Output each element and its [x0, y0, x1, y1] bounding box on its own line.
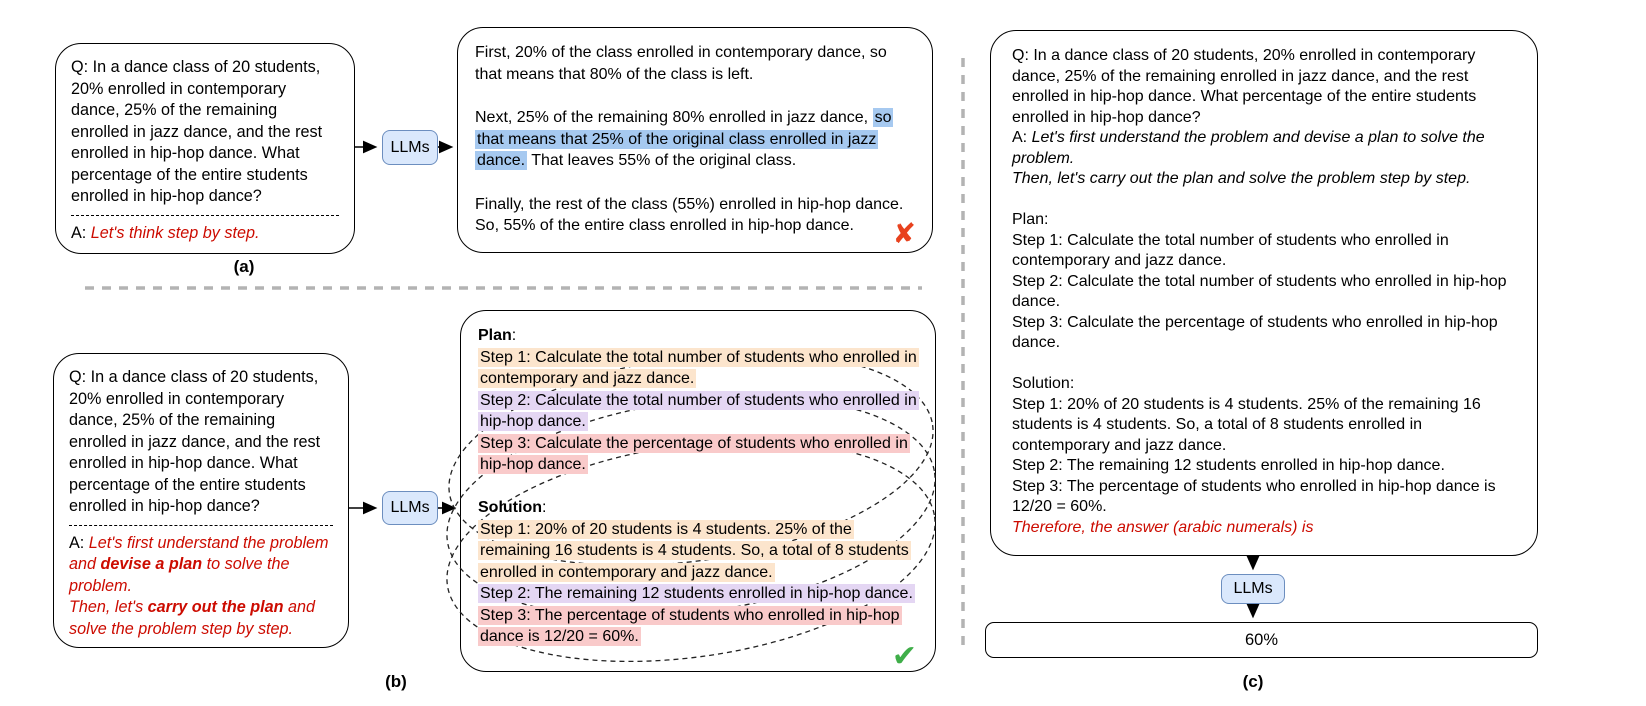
answer-seg3: Then, let's: [69, 598, 148, 616]
llms-label: LLMs: [390, 138, 430, 156]
answer-prefix: A:: [71, 223, 91, 242]
answer-prefix: A:: [69, 533, 89, 552]
llms-label: LLMs: [390, 499, 430, 516]
cross-icon: ✘: [892, 217, 916, 249]
panel-a-question-text: Q: In a dance class of 20 students, 20% enrolled in contemporary dance, 25% of the remaining enrolled in jazz dance, and the rest enrolled in hip-hop dance. What percentage of the entire students enrolled in hip-hop dance?: [71, 58, 323, 205]
panel-c-solution-step-3: Step 3: The percentage of students who enrolled in hip-hop dance is 12/20 = 60%.: [1012, 477, 1496, 515]
solution-title: [478, 497, 918, 519]
spacer: [1012, 354, 1516, 375]
panel-c-question-text: Q: In a dance class of 20 students, 20% enrolled in contemporary dance, 25% of the remaining enrolled in jazz dance, and the rest enrolled in hip-hop dance. What percentage of the entire students enrolled in hip-hop dance?: [1012, 47, 1477, 126]
solution-step-1: Step 1: 20% of 20 students is 4 students. 25% of the remaining 16 students is 4 students. So, a total of 8 students enrolled in contemporary and jazz dance.: [480, 520, 909, 581]
panel-a-output-para3: Finally, the rest of the class (55%) enrolled in hip-hop dance. So, 55% of the entire class enrolled in hip-hop dance.: [475, 195, 904, 234]
panel-c-answer-line1: [1012, 128, 1516, 169]
panel-b-answer-line: [69, 533, 333, 641]
panel-c-solution-title: Solution:: [1012, 375, 1075, 392]
panel-c-answer-extraction-trigger: Therefore, the answer (arabic numerals) is: [1012, 518, 1314, 536]
question-answer-separator: [69, 525, 333, 526]
panel-a-question-box: [55, 43, 355, 254]
answer-seg2: to solve the problem.: [69, 555, 290, 595]
plan-step-1: Step 1: Calculate the total number of students who enrolled in contemporary and jazz dance.: [480, 348, 917, 387]
answer-prefix: A:: [1012, 129, 1032, 146]
llms-node-b: [382, 491, 438, 525]
panel-c-plan-step-3: Step 3: Calculate the percentage of students who enrolled in hip-hop dance.: [1012, 313, 1498, 351]
plan-title-text: Plan: [478, 327, 512, 344]
answer-bold2: carry out the plan: [147, 598, 284, 616]
plan-title: [478, 325, 918, 347]
panel-c-answer-line2: Then, let's carry out the plan and solve the problem step by step.: [1012, 170, 1471, 187]
para2-highlight: so that means that 25% of the original class enrolled in jazz dance.: [477, 109, 892, 169]
spacer: [478, 476, 918, 498]
solution-title-colon: :: [541, 499, 547, 516]
panel-c-solution-step-2: Step 2: The remaining 12 students enrolled in hip-hop dance.: [1012, 457, 1445, 474]
panel-a-answer-line: [71, 223, 339, 245]
panel-c-prompt-box: [990, 30, 1538, 556]
llms-label: LLMs: [1233, 580, 1273, 597]
spacer: [1012, 190, 1516, 211]
panel-b-label: (b): [385, 672, 407, 691]
panel-a-output-para2: [475, 107, 915, 172]
llms-node-c: [1221, 574, 1285, 604]
panel-a-output-para1: First, 20% of the class enrolled in contemporary dance, so that means that 80% of the class is left.: [475, 44, 887, 83]
para2-pre: Next, 25% of the remaining 80% enrolled in jazz dance,: [475, 109, 873, 126]
answer-instruction-1: Let's first understand the problem and devise a plan to solve the problem.: [1012, 129, 1485, 167]
panel-b-question-text: Q: In a dance class of 20 students, 20% enrolled in contemporary dance, 25% of the remaining enrolled in jazz dance, and the rest enrolled in hip-hop dance. What percentage of the entire students enrolled in hip-hop dance?: [69, 368, 321, 515]
check-icon: ✔: [891, 639, 917, 673]
panel-b-output-box: [460, 310, 936, 672]
plan-step-2: Step 2: Calculate the total number of students who enrolled in hip-hop dance.: [480, 391, 917, 430]
panel-c-label: (c): [1242, 672, 1264, 691]
panel-b-question-box: [53, 353, 349, 648]
panel-a-output-box: [457, 27, 933, 253]
solution-title-text: Solution: [478, 499, 542, 516]
plan-step-3: Step 3: Calculate the percentage of students who enrolled in hip-hop dance.: [480, 434, 908, 473]
panel-c-plan-step-2: Step 2: Calculate the total number of students who enrolled in hip-hop dance.: [1012, 272, 1507, 310]
question-answer-separator: [71, 215, 339, 216]
plan-title-colon: :: [511, 327, 517, 344]
final-answer-value: 60%: [1244, 630, 1279, 649]
solution-step-2: Step 2: The remaining 12 students enrolled in hip-hop dance.: [480, 585, 913, 602]
panel-c-plan-title: Plan:: [1012, 211, 1049, 228]
llms-node-a: [382, 130, 438, 165]
answer-seg4: and solve the problem step by step.: [69, 598, 316, 638]
panel-c-solution-step-1: Step 1: 20% of 20 students is 4 students. 25% of the remaining 16 students is 4 students. So, a total of 8 students enrolled in contemporary and jazz dance.: [1012, 395, 1481, 454]
answer-seg1: Let's first understand the problem and: [69, 533, 329, 573]
panel-a-answer-trigger: Let's think step by step.: [90, 223, 260, 242]
panel-c-plan-step-1: Step 1: Calculate the total number of students who enrolled in contemporary and jazz dance.: [1012, 231, 1449, 269]
solution-step-3: Step 3: The percentage of students who enrolled in hip-hop dance is 12/20 = 60%.: [480, 606, 900, 645]
panel-c-final-answer-box: [985, 622, 1538, 658]
panel-a-label: (a): [233, 257, 255, 276]
answer-bold1: devise a plan: [100, 555, 203, 573]
para2-post: That leaves 55% of the original class.: [527, 152, 797, 169]
